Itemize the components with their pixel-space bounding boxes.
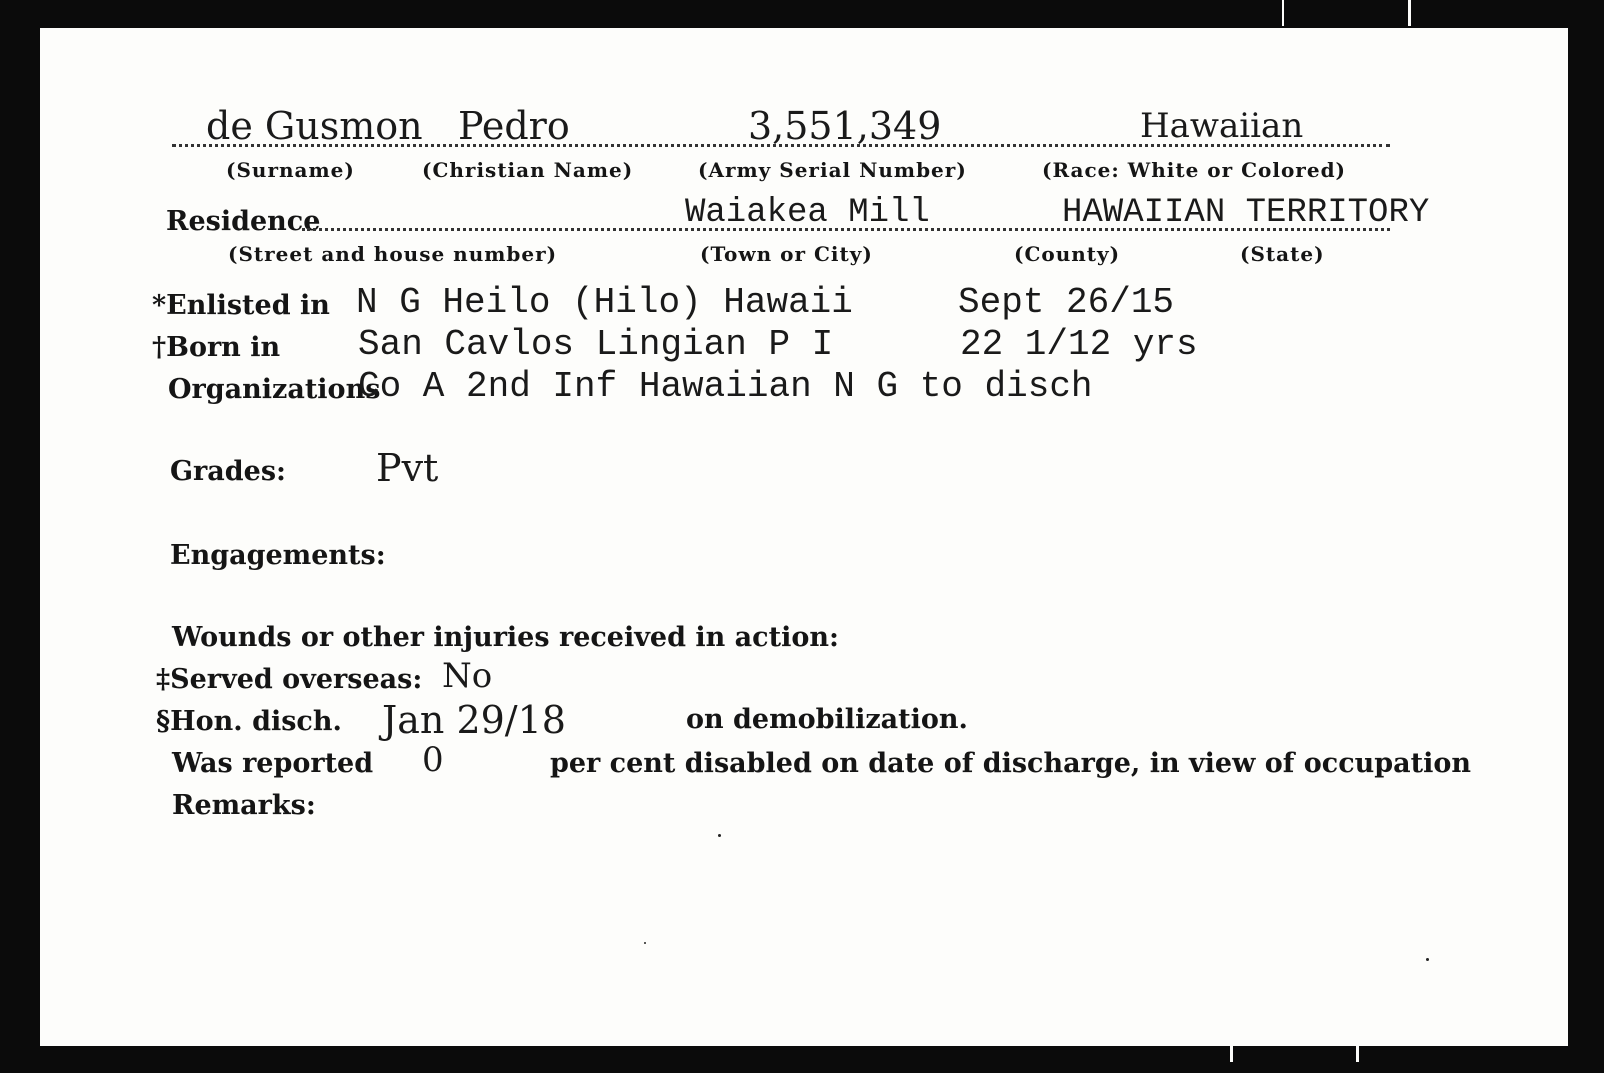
scan-speck xyxy=(1426,958,1429,961)
hon-disch-label: §Hon. disch. xyxy=(156,706,342,737)
caption-town: (Town or City) xyxy=(700,242,873,266)
born-label: †Born in xyxy=(152,332,281,363)
residence-town-value: Waiakea Mill xyxy=(685,194,930,232)
surname-value: de Gusmon xyxy=(206,104,423,148)
caption-state: (State) xyxy=(1240,242,1325,266)
served-overseas-label: ‡Served overseas: xyxy=(156,664,423,695)
enlisted-value: N G Heilo (Hilo) Hawaii xyxy=(356,282,853,323)
serial-number-value: 3,551,349 xyxy=(748,104,942,148)
wounds-label: Wounds or other injuries received in action: xyxy=(172,622,839,653)
reported-suffix: per cent disabled on date of discharge, in view of occupation xyxy=(550,748,1472,779)
engagements-label: Engagements: xyxy=(170,540,386,571)
scan-edge-mark xyxy=(1356,1022,1359,1062)
caption-serial-number: (Army Serial Number) xyxy=(698,158,967,182)
scan-speck xyxy=(644,942,646,944)
caption-street: (Street and house number) xyxy=(228,242,558,266)
enlisted-label: *Enlisted in xyxy=(152,290,330,321)
caption-county: (County) xyxy=(1014,242,1121,266)
organizations-value: Co A 2nd Inf Hawaiian N G to disch xyxy=(358,366,1093,407)
hon-disch-suffix: on demobilization. xyxy=(686,704,968,735)
residence-label: Residence xyxy=(166,206,321,237)
organizations-label: Organizations xyxy=(168,374,381,405)
grades-value: Pvt xyxy=(376,446,439,490)
born-value: San Cavlos Lingian P I xyxy=(358,324,834,365)
header-dotted-line xyxy=(172,144,1390,147)
born-age: 22 1/12 yrs xyxy=(960,324,1198,365)
residence-state-value: HAWAIIAN TERRITORY xyxy=(1062,194,1430,232)
caption-christian-name: (Christian Name) xyxy=(422,158,634,182)
enlisted-date: Sept 26/15 xyxy=(958,282,1175,323)
caption-race: (Race: White or Colored) xyxy=(1042,158,1347,182)
caption-surname: (Surname) xyxy=(226,158,355,182)
hon-disch-date: Jan 29/18 xyxy=(382,698,566,742)
scan-edge-mark xyxy=(1230,1022,1233,1062)
scan-edge-mark xyxy=(1548,300,1550,720)
grades-label: Grades: xyxy=(170,456,287,487)
scan-edge-mark xyxy=(1282,0,1284,26)
christian-name-value: Pedro xyxy=(458,104,570,148)
reported-label: Was reported xyxy=(172,748,374,779)
scan-edge-mark xyxy=(1408,0,1411,26)
race-value: Hawaiian xyxy=(1140,106,1304,146)
record-card xyxy=(40,28,1568,1046)
served-overseas-value: No xyxy=(442,656,493,696)
remarks-label: Remarks: xyxy=(172,790,316,821)
reported-value: 0 xyxy=(422,740,444,780)
scan-speck xyxy=(718,834,721,837)
